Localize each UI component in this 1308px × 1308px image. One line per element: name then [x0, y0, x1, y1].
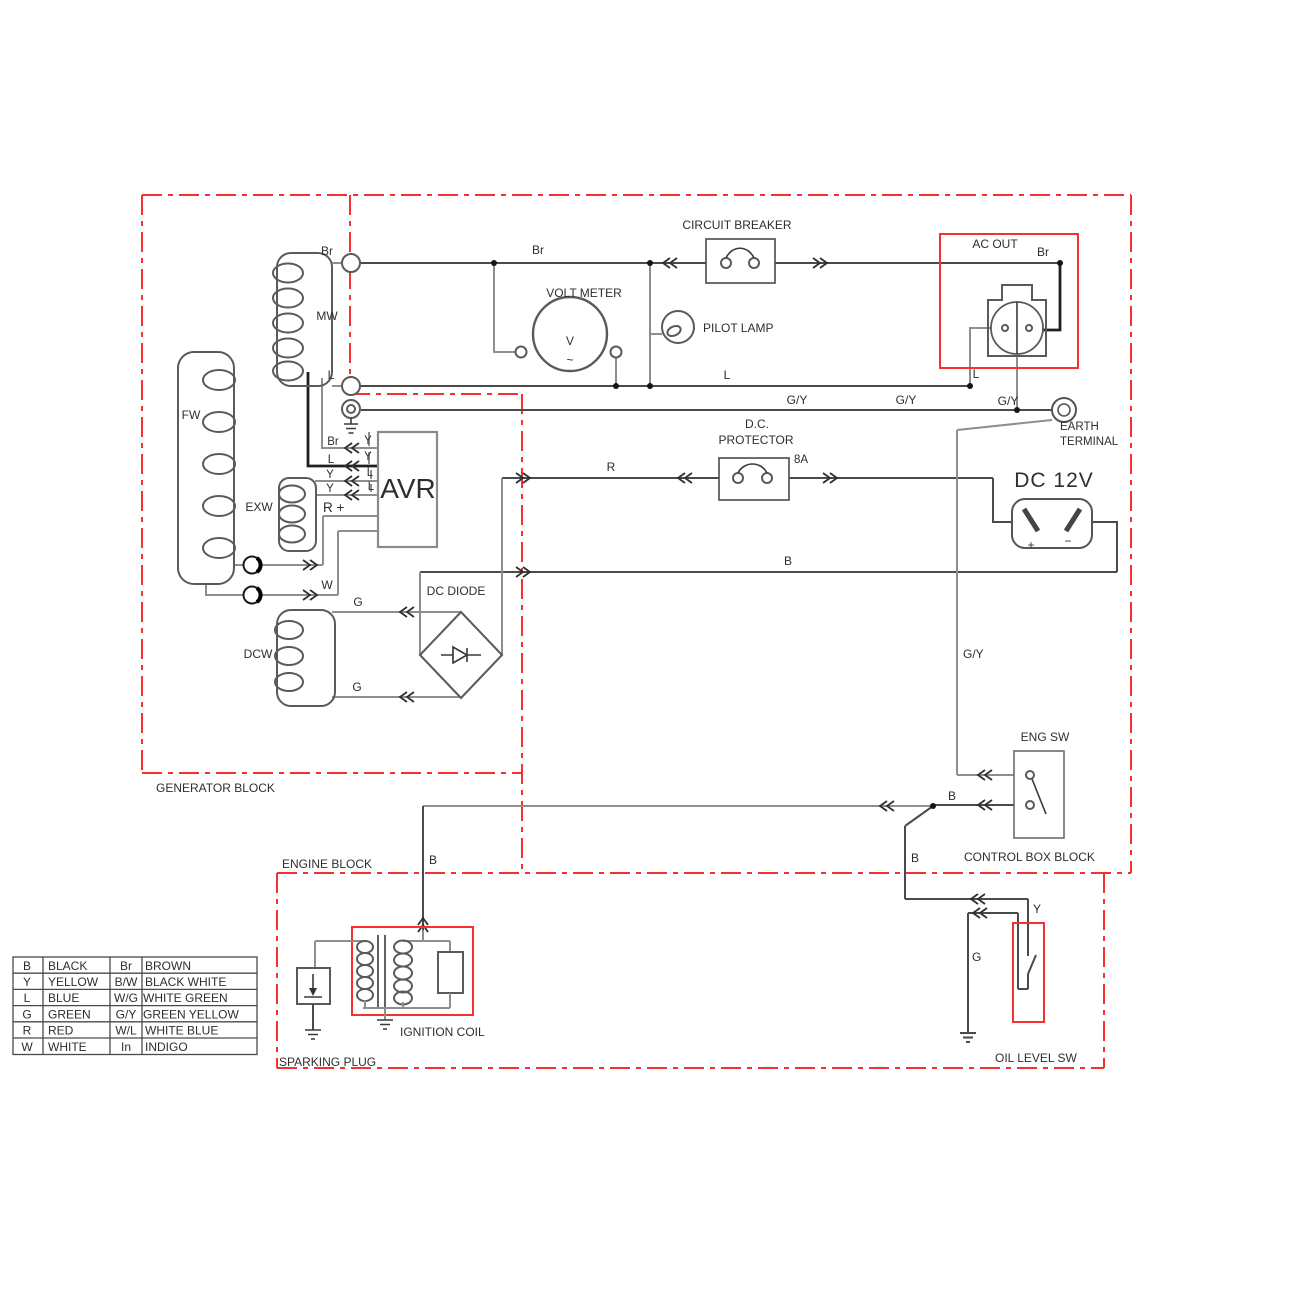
legend-code-0: B — [22, 958, 32, 973]
avr-label: AVR — [380, 473, 436, 504]
wire-label-b-3: B — [911, 851, 920, 865]
avr-term-inner-4: L — [367, 481, 375, 493]
label-ac-out: AC OUT — [972, 237, 1018, 251]
dc-diode-bridge — [420, 612, 502, 698]
volt-meter-symbol: V — [565, 334, 575, 348]
wire-label-gy-2: G/Y — [895, 393, 917, 407]
label-exw: EXW — [245, 500, 273, 514]
label-pilot-lamp: PILOT LAMP — [703, 321, 774, 335]
avr-term-outer-2: L — [327, 454, 335, 466]
legend-code2-5: In — [120, 1039, 132, 1054]
winding-fw — [178, 352, 235, 584]
label-fw: FW — [181, 408, 201, 422]
label-dcw: DCW — [243, 647, 273, 661]
avr-term-inner-3: L — [366, 467, 374, 479]
avr-term-outer-3: Y — [326, 469, 334, 481]
winding-mw — [273, 253, 360, 433]
label-oil-level-sw: OIL LEVEL SW — [995, 1051, 1077, 1065]
bullet-connectors — [244, 557, 261, 604]
circuit-breaker — [706, 239, 775, 283]
label-earth-2: TERMINAL — [1060, 436, 1119, 448]
wire-label-y: Y — [1033, 902, 1042, 916]
wire-label-g-1: G — [353, 595, 363, 609]
legend-code2-3: G/Y — [115, 1007, 137, 1022]
avr-term-outer-1: Br — [327, 436, 339, 448]
legend-code-5: W — [21, 1039, 33, 1054]
labels — [156, 218, 1119, 1069]
legend-code-3: G — [22, 1007, 32, 1022]
wire-label-r: R — [606, 460, 616, 474]
legend-code-4: R — [22, 1023, 32, 1038]
label-circuit-breaker: CIRCUIT BREAKER — [682, 218, 792, 232]
legend-name-4: RED — [48, 1023, 74, 1038]
label-sparking-plug: SPARKING PLUG — [279, 1055, 377, 1069]
dc12v-outlet — [1012, 499, 1092, 552]
wire-label-g-3: G — [972, 950, 982, 964]
dc-protector — [719, 458, 789, 500]
legend-table — [13, 957, 257, 1055]
wire-label-br-3: Br — [1037, 245, 1049, 259]
label-earth-1: EARTH — [1060, 421, 1099, 433]
block-boundaries — [142, 195, 1131, 1068]
volt-meter — [516, 297, 622, 371]
legend-code2-1: B/W — [114, 975, 138, 989]
label-ignition-coil: IGNITION COIL — [400, 1025, 485, 1039]
volt-meter-wave: ~ — [566, 353, 574, 367]
eng-sw — [1014, 751, 1064, 838]
winding-exw — [279, 478, 316, 551]
wire-label-gy-3: G/Y — [997, 394, 1019, 408]
wire-label-w: W — [321, 578, 333, 592]
ac-out-socket — [940, 234, 1078, 368]
legend-name2-4: WHITE BLUE — [145, 1023, 219, 1038]
legend-name2-1: BLACK WHITE — [145, 975, 227, 989]
label-dc-rating: 8A — [794, 454, 809, 466]
legend-code2-4: W/L — [115, 1023, 137, 1038]
wire-label-l-1: L — [327, 368, 335, 382]
wire-label-b-4: B — [429, 853, 438, 867]
legend-code2-2: W/G — [114, 991, 138, 1006]
label-mw: MW — [316, 309, 338, 323]
legend-name-3: GREEN — [48, 1007, 91, 1022]
wire-label-l-2: L — [723, 368, 731, 382]
legend-name2-0: BROWN — [145, 958, 191, 973]
wire-label-br-1: Br — [321, 244, 333, 258]
winding-dcw — [275, 610, 335, 706]
legend-name-2: BLUE — [48, 991, 80, 1006]
legend-code-2: L — [23, 991, 31, 1006]
wire-label-br-2: Br — [532, 243, 544, 257]
dc12v-plus: + — [1027, 538, 1035, 552]
connector-arrows — [303, 258, 992, 932]
legend-name-5: WHITE — [48, 1039, 87, 1054]
legend-code2-0: Br — [120, 958, 132, 973]
legend-name2-3: GREEN YELLOW — [143, 1007, 239, 1022]
dc12v-minus: − — [1064, 534, 1072, 548]
avr-term-inner-2: Y — [364, 451, 372, 463]
pilot-lamp — [662, 311, 694, 343]
wire-label-gy-1: G/Y — [786, 393, 808, 407]
legend-code-1: Y — [22, 975, 32, 989]
label-volt-meter: VOLT METER — [546, 286, 622, 300]
avr-box — [378, 432, 437, 547]
wire-label-b-2: B — [947, 789, 957, 803]
label-control-box-block: CONTROL BOX BLOCK — [964, 850, 1095, 864]
label-dc-protector-1: D.C. — [745, 417, 769, 431]
legend-name-1: YELLOW — [48, 975, 99, 989]
label-dc-diode: DC DIODE — [426, 584, 486, 598]
wire-label-gy-4: G/Y — [963, 647, 984, 661]
wire-label-b-1: B — [783, 554, 793, 568]
wire-label-r-plus: R + — [323, 500, 345, 515]
label-eng-sw: ENG SW — [1020, 730, 1070, 744]
label-dc-protector-2: PROTECTOR — [718, 433, 794, 447]
legend-name2-2: WHITE GREEN — [143, 991, 228, 1006]
sparking-plug — [297, 968, 330, 1039]
avr-term-outer-4: Y — [326, 483, 334, 495]
legend-name-0: BLACK — [48, 958, 88, 973]
label-generator-block: GENERATOR BLOCK — [156, 781, 275, 795]
label-engine-block: ENGINE BLOCK — [282, 857, 373, 871]
avr-term-inner-1: Y — [364, 435, 372, 447]
wire-label-g-2: G — [352, 680, 362, 694]
earth-terminal — [1052, 398, 1076, 422]
label-dc12v: DC 12V — [1014, 469, 1094, 492]
legend-name2-5: INDIGO — [145, 1039, 188, 1054]
wire-label-l-3: L — [972, 367, 980, 381]
ignition-coil — [315, 927, 473, 1029]
